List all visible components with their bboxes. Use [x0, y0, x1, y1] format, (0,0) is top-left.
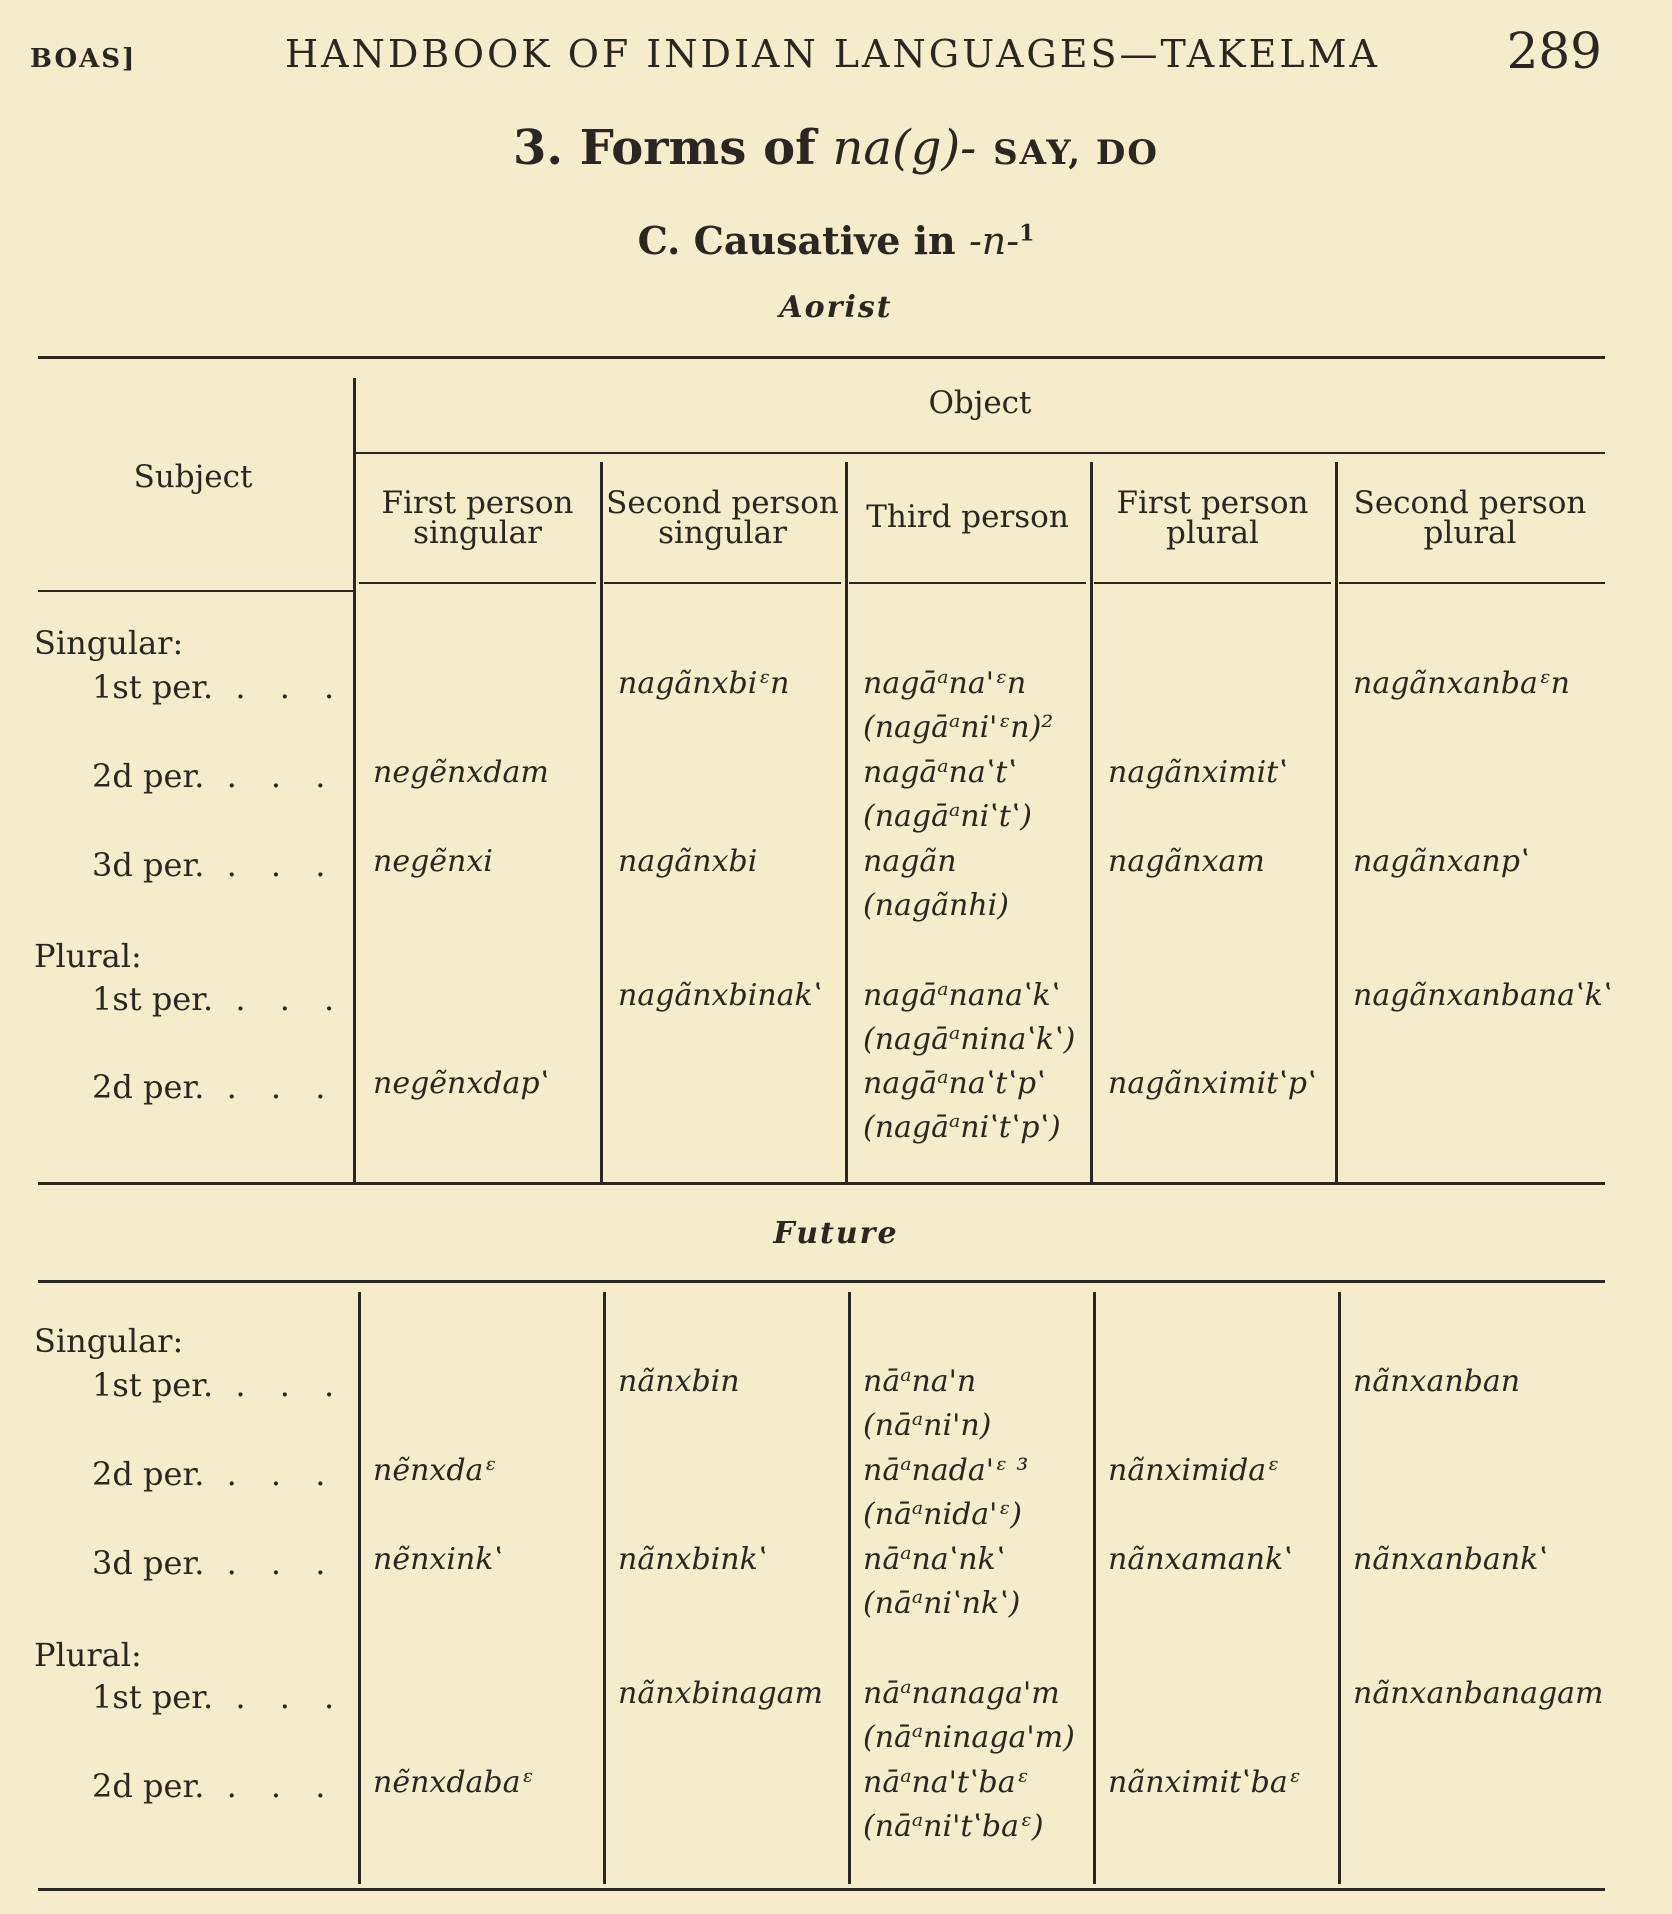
object-header: Object	[928, 385, 1032, 421]
form-line: nãnxbin	[618, 1364, 740, 1399]
row-label-text: 3d per.	[92, 846, 205, 884]
column-header-line2: singular	[658, 515, 787, 551]
form-line: nãnxanbanagam	[1353, 1676, 1604, 1711]
form-line: negẽnxdam	[373, 755, 549, 790]
object-underline	[355, 452, 1605, 454]
form-line: nãnxanban	[1353, 1364, 1521, 1399]
table-cell	[863, 1449, 1028, 1537]
table-cell	[1108, 751, 1288, 795]
form-line: nãnximidaᵋ	[1108, 1453, 1280, 1488]
table-cell	[1353, 1672, 1604, 1716]
form-line: nagãnxam	[1108, 844, 1265, 879]
form-line: (nagāᵃniʽtʽpʽ)	[863, 1110, 1061, 1145]
table-cell	[618, 840, 757, 884]
column-rule	[1338, 1292, 1341, 1884]
table-cell	[1108, 1449, 1279, 1493]
table-cell	[863, 662, 1053, 750]
table-cell	[863, 1761, 1044, 1849]
column-header-line1: First person	[1116, 485, 1309, 521]
table-cell	[373, 1062, 549, 1106]
leader-dots: . . .	[204, 1455, 338, 1493]
form-line: negẽnxdapʽ	[373, 1066, 550, 1101]
future-label: Future	[773, 1216, 899, 1251]
table-cell	[1108, 1761, 1301, 1805]
form-line: nagãnximitʽpʽ	[1108, 1066, 1317, 1101]
column-header-underline	[604, 582, 841, 584]
table-cell	[618, 1360, 740, 1404]
leader-dots: . . .	[204, 757, 338, 795]
table-top-rule	[38, 356, 1605, 359]
form-line: nãnxbinkʽ	[618, 1542, 768, 1577]
table-cell	[1353, 1538, 1548, 1582]
subject-underline	[38, 590, 355, 592]
table-cell	[1353, 974, 1612, 1018]
row-label	[92, 668, 346, 706]
leader-dots: . . .	[213, 668, 347, 706]
column-header-line1: First person	[381, 485, 574, 521]
table-cell	[863, 751, 1032, 839]
table-cell	[863, 1672, 1075, 1760]
row-label	[92, 757, 337, 795]
form-line: nagãnxanpʽ	[1353, 844, 1530, 879]
table-cell	[618, 1672, 823, 1716]
leader-dots: . . .	[213, 1366, 347, 1404]
column-header-line2: plural	[1423, 515, 1517, 551]
row-label-text: 2d per.	[92, 1767, 205, 1805]
subheading	[0, 218, 1672, 263]
form-line: nagãn	[863, 844, 957, 879]
form-line: (nāᵃni'n)	[863, 1408, 992, 1443]
form-line: nagāᵃnaʽtʽ	[863, 755, 1017, 790]
leader-dots: . . .	[204, 1544, 338, 1582]
form-line: nẽnxinkʽ	[373, 1542, 503, 1577]
row-label	[92, 1366, 346, 1404]
table-cell	[618, 662, 790, 706]
form-line: nãnximitʽbaᵋ	[1108, 1765, 1301, 1800]
leader-dots: . . .	[213, 1678, 347, 1716]
column-rule	[1090, 462, 1093, 1182]
group-label: Plural:	[34, 1636, 142, 1674]
leader-dots: . . .	[204, 1068, 338, 1106]
form-line: nāᵃna'tʽbaᵋ	[863, 1765, 1029, 1800]
row-label-text: 3d per.	[92, 1544, 205, 1582]
group-label: Singular:	[34, 1322, 184, 1360]
column-header-underline	[1094, 582, 1331, 584]
column-header-underline	[359, 582, 596, 584]
column-rule	[600, 462, 603, 1182]
book-title: HANDBOOK OF INDIAN LANGUAGES—TAKELMA	[285, 32, 1380, 76]
row-label-text: 2d per.	[92, 1068, 205, 1106]
column-header-line1: Second person	[1353, 485, 1587, 521]
form-line: (nagāᵃni'ᵋn)²	[863, 710, 1054, 745]
row-label	[92, 1678, 346, 1716]
form-line: (nāᵃni'tʽbaᵋ)	[863, 1809, 1044, 1844]
table-cell	[863, 1538, 1020, 1626]
leader-dots: . . .	[204, 1767, 338, 1805]
column-rule	[845, 462, 848, 1182]
column-rule	[1335, 462, 1338, 1182]
row-label	[92, 1544, 337, 1582]
row-label-text: 1st per.	[92, 1678, 214, 1716]
column-rule	[848, 1292, 851, 1884]
leader-dots: . . .	[213, 980, 347, 1018]
table-cell	[863, 1062, 1061, 1150]
subheading-text: Causative in	[693, 218, 956, 263]
column-header-underline	[1339, 582, 1605, 584]
footnote-marker: 1	[1019, 220, 1035, 247]
leader-dots: . . .	[204, 846, 338, 884]
form-line: nāᵃna'n	[863, 1364, 977, 1399]
form-line: nãnxamankʽ	[1108, 1542, 1293, 1577]
column-header	[355, 485, 600, 551]
column-rule	[358, 1292, 361, 1884]
heading-stem: na(g)-	[832, 120, 977, 176]
row-label	[92, 1068, 337, 1106]
subheading-letter: C.	[637, 218, 681, 263]
form-line: nāᵃnada'ᵋ ³	[863, 1453, 1029, 1488]
heading-forms-of: Forms of	[579, 120, 816, 176]
page-number: 289	[1506, 22, 1602, 80]
heading-number: 3.	[512, 120, 564, 176]
section-heading	[0, 120, 1672, 176]
table-cell	[863, 1360, 991, 1448]
column-rule	[603, 1292, 606, 1884]
form-line: nẽnxdabaᵋ	[373, 1765, 534, 1800]
table-cell	[1108, 1538, 1293, 1582]
group-label: Singular:	[34, 624, 184, 662]
table-cell	[1353, 662, 1570, 706]
row-label	[92, 1455, 337, 1493]
column-header-line2: plural	[1166, 515, 1259, 551]
row-label-text: 1st per.	[92, 1366, 214, 1404]
table-cell	[373, 1538, 503, 1582]
table-cell	[1108, 1062, 1317, 1106]
form-line: nagãnximitʽ	[1108, 755, 1288, 790]
row-label-text: 1st per.	[92, 980, 214, 1018]
form-line: nagãnxbinakʽ	[618, 978, 823, 1013]
row-label-text: 1st per.	[92, 668, 214, 706]
form-line: nagāᵃnaʽtʽpʽ	[863, 1066, 1046, 1101]
table-cell	[863, 974, 1075, 1062]
column-header-line1: Third person	[866, 499, 1069, 535]
future-top-rule	[38, 1280, 1605, 1283]
group-label: Plural:	[34, 937, 142, 975]
row-label-text: 2d per.	[92, 757, 205, 795]
row-label-text: 2d per.	[92, 1455, 205, 1493]
table-cell	[373, 1761, 533, 1805]
table-cell	[1108, 840, 1265, 884]
form-line: negẽnxi	[373, 844, 493, 879]
form-line: nagãnxanbaᵋn	[1353, 666, 1571, 701]
column-header-underline	[849, 582, 1086, 584]
form-line: (nāᵃnida'ᵋ)	[863, 1497, 1022, 1532]
heading-gloss: SAY, DO	[993, 133, 1160, 173]
column-header-line1: Second person	[606, 485, 839, 521]
column-header	[600, 485, 845, 551]
running-head	[30, 22, 1602, 82]
subheading-suffix: -n-	[968, 219, 1020, 263]
table-cell	[618, 974, 822, 1018]
form-line: (nagāᵃninaʽkʽ)	[863, 1022, 1076, 1057]
form-line: nẽnxdaᵋ	[373, 1453, 497, 1488]
column-header-line2: singular	[413, 515, 542, 551]
form-line: nagãnxbi	[618, 844, 758, 879]
row-label	[92, 980, 346, 1018]
table-cell	[863, 840, 1009, 928]
form-line: nagãnxbiᵋn	[618, 666, 790, 701]
table-cell	[1353, 1360, 1520, 1404]
row-label	[92, 1767, 337, 1805]
table-cell	[1353, 840, 1529, 884]
form-line: nāᵃnaʽnkʽ	[863, 1542, 1006, 1577]
table-cell	[373, 751, 549, 795]
subject-header: Subject	[133, 459, 253, 495]
form-line: nãnxanbankʽ	[1353, 1542, 1548, 1577]
author-tag: BOAS]	[30, 44, 137, 74]
form-line: nāᵃnanaga'm	[863, 1676, 1060, 1711]
column-header	[845, 499, 1090, 535]
form-line: nãnxbinagam	[618, 1676, 823, 1711]
column-header	[1090, 485, 1335, 551]
form-line: nagãnxanbanaʽkʽ	[1353, 978, 1613, 1013]
table-cell	[618, 1538, 767, 1582]
table-bottom-rule	[38, 1888, 1605, 1891]
aorist-bottom-rule	[38, 1182, 1605, 1185]
column-header	[1335, 485, 1605, 551]
row-label	[92, 846, 337, 884]
form-line: (nāᵃniʽnkʽ)	[863, 1586, 1021, 1621]
form-line: (nāᵃninaga'm)	[863, 1720, 1075, 1755]
form-line: nagāᵃnanaʽkʽ	[863, 978, 1061, 1013]
form-line: nagāᵃna'ᵋn	[863, 666, 1027, 701]
column-rule	[1093, 1292, 1096, 1884]
column-rule	[353, 378, 356, 1182]
table-cell	[373, 840, 493, 884]
form-line: (nagāᵃniʽtʽ)	[863, 799, 1033, 834]
table-cell	[373, 1449, 496, 1493]
form-line: (nagãnhi)	[863, 888, 1009, 923]
aorist-label: Aorist	[779, 290, 893, 325]
